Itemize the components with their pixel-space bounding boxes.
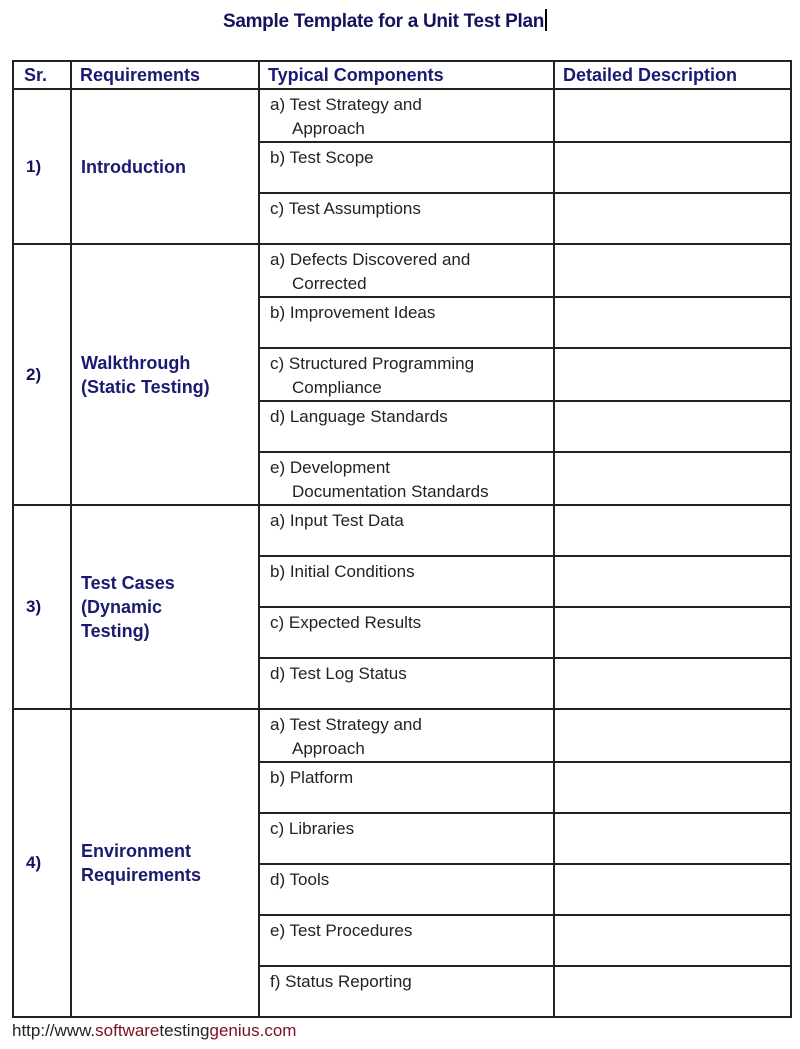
header-sr: Sr. [13, 61, 71, 89]
component-line: b) Test Scope [270, 148, 374, 167]
component-line: c) Expected Results [270, 613, 422, 632]
requirement-line: (Dynamic [81, 597, 163, 617]
component-cell [259, 658, 554, 709]
description-cell[interactable] [554, 142, 791, 193]
table-row [13, 89, 791, 142]
description-cell[interactable] [554, 89, 791, 142]
component-cell [259, 401, 554, 452]
unit-test-plan-table [12, 60, 792, 1018]
component-line: a) Defects Discovered and [270, 250, 471, 269]
requirement-line: Test Cases [81, 573, 175, 593]
description-cell[interactable] [554, 966, 791, 1017]
component-line: Approach [292, 739, 365, 758]
component-cell [259, 864, 554, 915]
sr-cell: 2) [13, 244, 71, 505]
content [12, 60, 790, 1041]
component-line: e) Development [270, 458, 391, 477]
component-cell [259, 348, 554, 401]
sr-cell: 4) [13, 709, 71, 1017]
requirement-line: Environment [81, 841, 192, 861]
url-part: testing [159, 1021, 210, 1040]
component-cell [259, 813, 554, 864]
header-row [13, 61, 791, 89]
requirement-line: Testing) [81, 621, 150, 641]
table-row [13, 244, 791, 297]
requirement-cell [71, 709, 259, 1017]
header-requirements: Requirements [71, 61, 259, 89]
component-cell [259, 915, 554, 966]
description-cell[interactable] [554, 607, 791, 658]
requirement-line: Walkthrough [81, 352, 191, 373]
component-cell [259, 709, 554, 762]
requirement-cell [71, 89, 259, 244]
description-cell[interactable] [554, 348, 791, 401]
description-cell[interactable] [554, 709, 791, 762]
component-cell [259, 244, 554, 297]
component-cell [259, 452, 554, 505]
description-cell[interactable] [554, 658, 791, 709]
url-part: software [95, 1021, 160, 1040]
description-cell[interactable] [554, 452, 791, 505]
text-cursor [545, 9, 547, 31]
url-part: .com [259, 1021, 297, 1040]
header-detailed-description: Detailed Description [554, 61, 791, 89]
component-line: f) Status Reporting [270, 972, 412, 991]
component-line: d) Tools [270, 870, 330, 889]
requirement-cell [71, 505, 259, 709]
source-url [12, 1021, 790, 1041]
component-cell [259, 607, 554, 658]
sr-cell: 1) [13, 89, 71, 244]
requirement-cell [71, 244, 259, 505]
component-line: Approach [292, 119, 365, 138]
header-typical-components: Typical Components [259, 61, 554, 89]
component-cell [259, 89, 554, 142]
table-row [13, 505, 791, 556]
table-row [13, 709, 791, 762]
component-line: c) Structured Programming [270, 354, 475, 373]
component-line: a) Test Strategy and [270, 715, 422, 734]
url-part: http://www. [12, 1021, 96, 1040]
description-cell[interactable] [554, 864, 791, 915]
component-line: a) Input Test Data [270, 511, 404, 530]
description-cell[interactable] [554, 556, 791, 607]
component-line: d) Test Log Status [270, 664, 407, 683]
requirement-line: (Static Testing) [81, 376, 210, 397]
requirement-line: Introduction [81, 156, 186, 177]
component-line: d) Language Standards [270, 407, 448, 426]
component-line: c) Libraries [270, 819, 355, 838]
component-line: Corrected [292, 274, 367, 293]
component-cell [259, 297, 554, 348]
component-cell [259, 193, 554, 244]
sr-cell: 3) [13, 505, 71, 709]
component-line: b) Initial Conditions [270, 562, 415, 581]
description-cell[interactable] [554, 813, 791, 864]
component-line: a) Test Strategy and [270, 95, 422, 114]
component-line: Compliance [292, 378, 382, 397]
url-part: genius [209, 1021, 260, 1040]
description-cell[interactable] [554, 297, 791, 348]
description-cell[interactable] [554, 401, 791, 452]
page-title [0, 9, 770, 33]
component-cell [259, 966, 554, 1017]
component-line: b) Improvement Ideas [270, 303, 436, 322]
component-cell [259, 142, 554, 193]
requirement-line: Requirements [81, 865, 202, 885]
description-cell[interactable] [554, 505, 791, 556]
component-cell [259, 505, 554, 556]
component-cell [259, 556, 554, 607]
description-cell[interactable] [554, 915, 791, 966]
title-text: Sample Template for a Unit Test Plan [222, 11, 545, 32]
component-line: Documentation Standards [292, 482, 489, 501]
description-cell[interactable] [554, 762, 791, 813]
component-cell [259, 762, 554, 813]
component-line: e) Test Procedures [270, 921, 413, 940]
component-line: b) Platform [270, 768, 354, 787]
description-cell[interactable] [554, 193, 791, 244]
component-line: c) Test Assumptions [270, 199, 421, 218]
description-cell[interactable] [554, 244, 791, 297]
